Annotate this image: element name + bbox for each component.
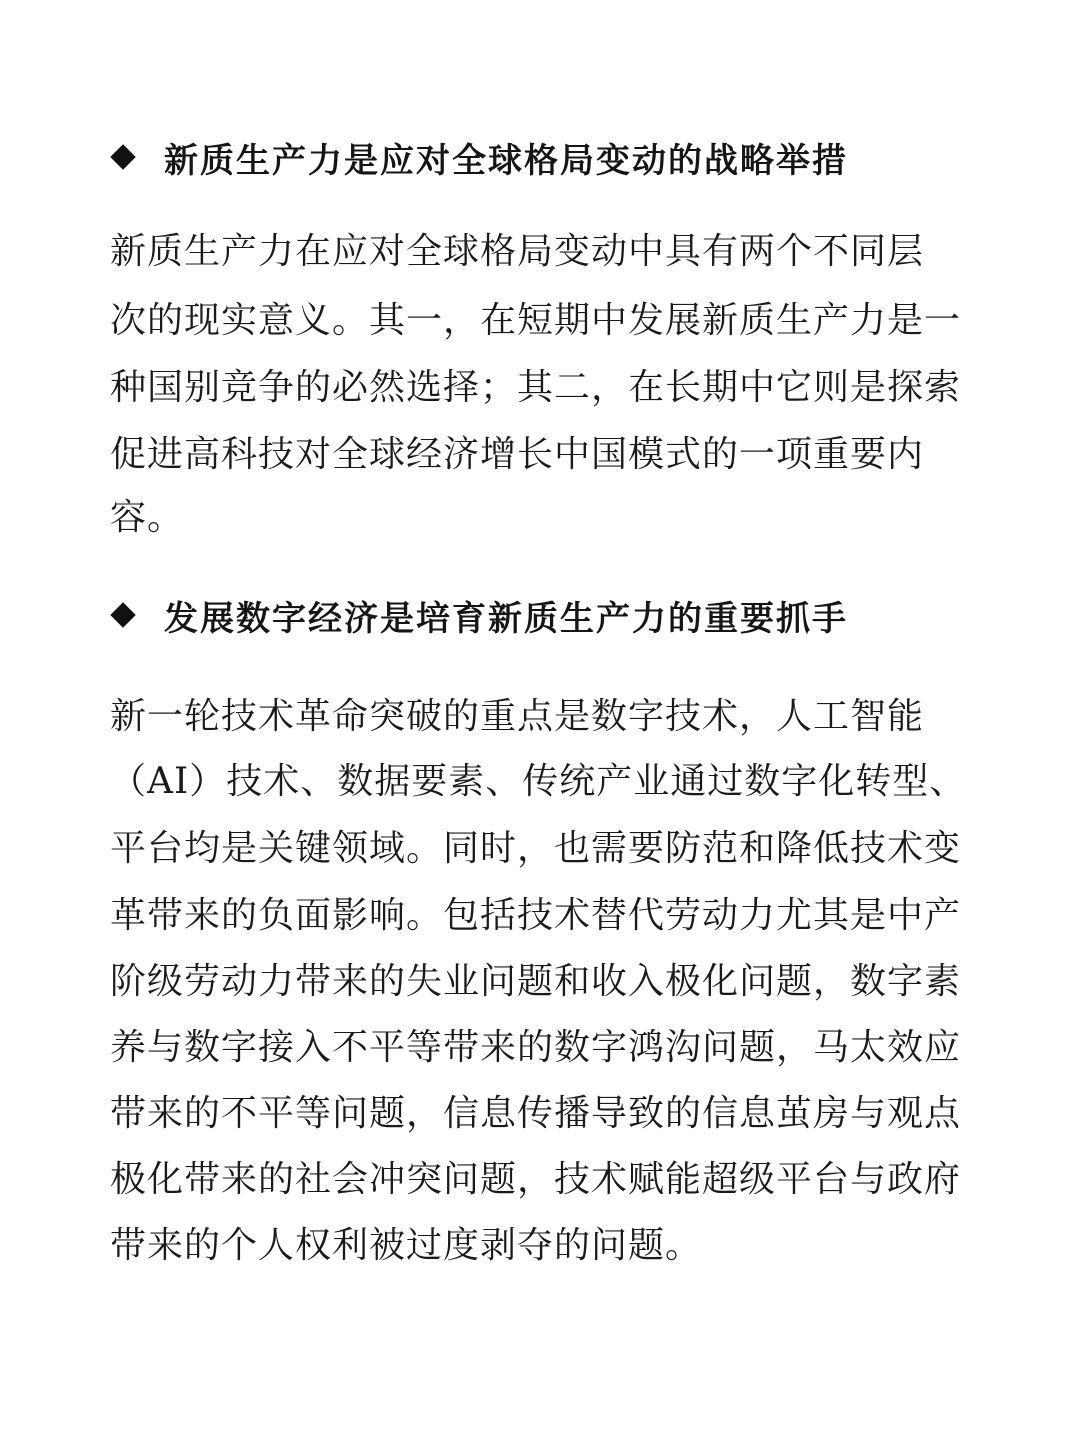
- paragraph-2-line-8: 极化带来的社会冲突问题，技术赋能超级平台与政府: [110, 1159, 962, 1200]
- section-heading-1: [110, 132, 848, 182]
- paragraph-1-line-3: 种国别竞争的必然选择；其二，在长期中它则是探索: [110, 367, 962, 408]
- diamond-bullet-icon: [110, 144, 136, 170]
- paragraph-2-line-7: 带来的不平等问题，信息传播导致的信息茧房与观点: [110, 1093, 962, 1134]
- section-heading-text: 发展数字经济是培育新质生产力的重要抓手: [164, 598, 848, 639]
- paragraph-1-line-1: 新质生产力在应对全球格局变动中具有两个不同层: [110, 231, 925, 272]
- paragraph-2-line-2: （AI）技术、数据要素、传统产业通过数字化转型、: [110, 761, 967, 802]
- paragraph-1-line-5: 容。: [110, 497, 185, 538]
- paragraph-1-line-2: 次的现实意义。其一，在短期中发展新质生产力是一: [110, 300, 962, 341]
- paragraph-2-line-1: 新一轮技术革命突破的重点是数字技术，人工智能: [110, 696, 925, 737]
- section-heading-text: 新质生产力是应对全球格局变动的战略举措: [164, 140, 848, 181]
- paragraph-1-line-4: 促进高科技对全球经济增长中国模式的一项重要内: [110, 434, 925, 475]
- paragraph-2-line-3: 平台均是关键领域。同时，也需要防范和降低技术变: [110, 828, 962, 869]
- section-heading-2: [110, 590, 848, 640]
- diamond-bullet-icon: [110, 602, 136, 628]
- paragraph-2-line-5: 阶级劳动力带来的失业问题和收入极化问题，数字素: [110, 961, 962, 1002]
- paragraph-2-line-9: 带来的个人权利被过度剥夺的问题。: [110, 1225, 703, 1266]
- paragraph-2-line-6: 养与数字接入不平等带来的数字鸿沟问题，马太效应: [110, 1027, 962, 1068]
- paragraph-2-line-4: 革带来的负面影响。包括技术替代劳动力尤其是中产: [110, 895, 962, 936]
